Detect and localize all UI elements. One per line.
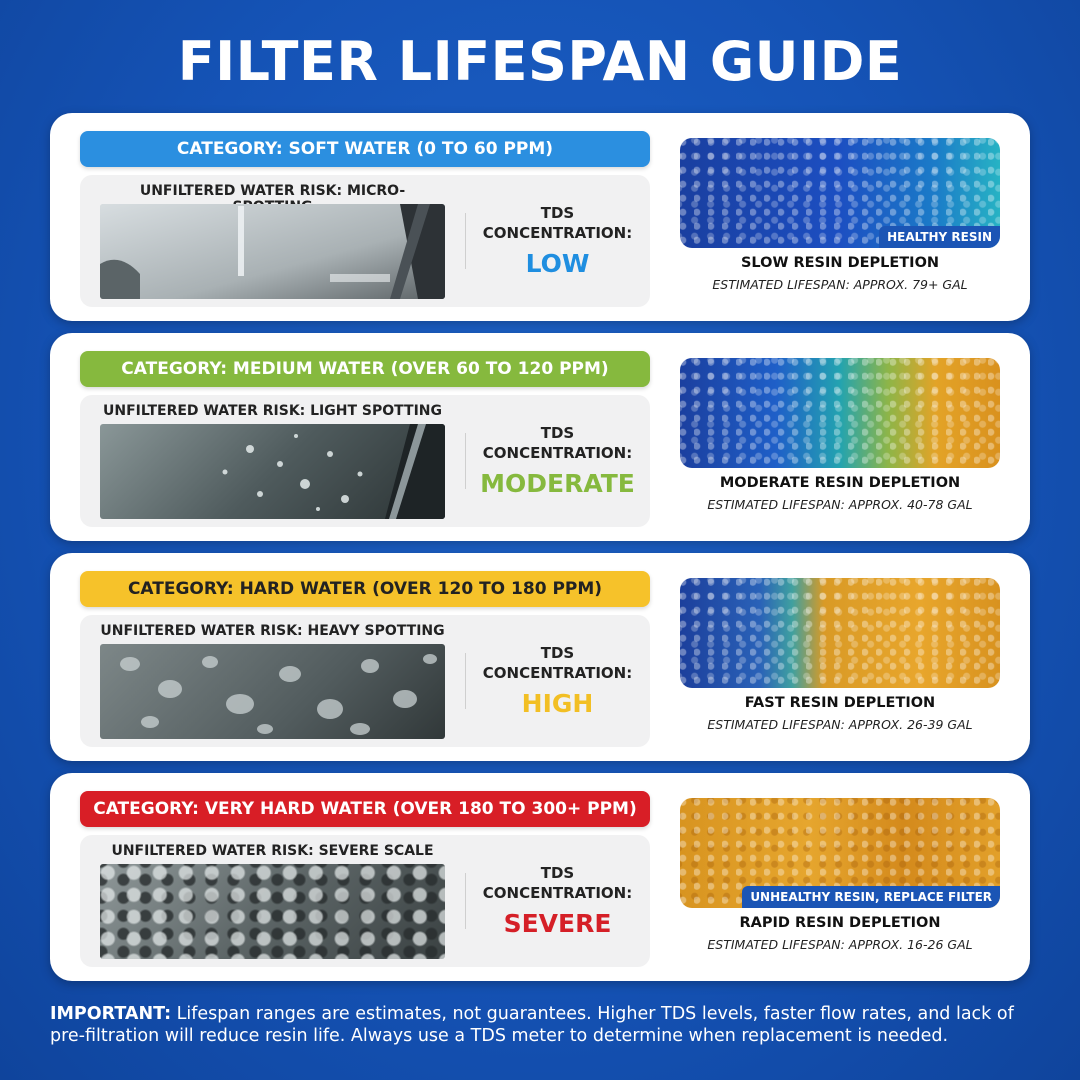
- risk-panel: [80, 835, 650, 967]
- divider: [465, 653, 466, 709]
- resin-image-moderate: [680, 358, 1000, 468]
- severe-scale-photo: [100, 864, 445, 959]
- depletion-label: SLOW RESIN DEPLETION: [740, 255, 940, 271]
- resin-badge: UNHEALTHY RESIN, REPLACE FILTER: [742, 886, 1000, 908]
- heavy-spotting-photo: [100, 644, 445, 739]
- resin-image-unhealthy: [680, 798, 1000, 908]
- risk-label: UNFILTERED WATER RISK: MICRO-: [139, 183, 406, 199]
- lifespan-estimate: ESTIMATED LIFESPAN: APPROX. 16-26 GAL: [707, 937, 973, 952]
- depletion-label: MODERATE RESIN DEPLETION: [719, 475, 961, 491]
- category-bar: CATEGORY: SOFT WATER (0 TO 60 PPM): [80, 131, 650, 167]
- card-medium-water: [50, 333, 1030, 541]
- tds-level: MODERATE: [480, 469, 635, 498]
- tds-level: LOW: [525, 249, 590, 278]
- footer-important-label: IMPORTANT:: [50, 1004, 172, 1024]
- footer-note: [50, 1003, 1035, 1047]
- tds-level: SEVERE: [503, 909, 612, 938]
- tds-level: HIGH: [521, 689, 594, 718]
- lifespan-estimate: ESTIMATED LIFESPAN: APPROX. 40-78 GAL: [707, 497, 973, 512]
- tds-label: TDS CONCENTRATION:: [482, 864, 633, 902]
- divider: [465, 433, 466, 489]
- light-spotting-photo: [100, 424, 445, 519]
- lifespan-estimate: ESTIMATED LIFESPAN: APPROX. 26-39 GAL: [707, 717, 973, 732]
- resin-badge: HEALTHY RESIN: [879, 226, 1000, 248]
- tds-label: TDS CONCENTRATION:: [482, 644, 633, 682]
- depletion-label: FAST RESIN DEPLETION: [744, 695, 936, 711]
- category-bar: CATEGORY: MEDIUM WATER (OVER 60 TO 120 PPM): [80, 351, 650, 387]
- footer-text: Lifespan ranges are estimates, not guarantees. Higher TDS levels, faster flow rates, and lack of pre-filtration will reduce resin life. Always use a TDS meter to determine when replacement is needed.: [50, 1004, 1014, 1046]
- card-very-hard-water: [50, 773, 1030, 981]
- risk-panel: [80, 615, 650, 747]
- micro-spotting-photo: [100, 204, 445, 299]
- resin-image-fast: [680, 578, 1000, 688]
- risk-panel: [80, 175, 650, 307]
- resin-image-healthy: [680, 138, 1000, 248]
- card-soft-water: [50, 113, 1030, 321]
- tds-label: TDS CONCENTRATION:: [482, 204, 633, 242]
- card-hard-water: [50, 553, 1030, 761]
- tds-label: TDS CONCENTRATION:: [482, 424, 633, 462]
- depletion-label: RAPID RESIN DEPLETION: [739, 915, 941, 931]
- risk-label: UNFILTERED WATER RISK: HEAVY SPOTTING: [100, 623, 445, 639]
- divider: [465, 213, 466, 269]
- category-bar: CATEGORY: VERY HARD WATER (OVER 180 TO 300+ PPM): [80, 791, 650, 827]
- category-bar: CATEGORY: HARD WATER (OVER 120 TO 180 PPM): [80, 571, 650, 607]
- divider: [465, 873, 466, 929]
- risk-label: UNFILTERED WATER RISK: LIGHT SPOTTING: [103, 403, 442, 419]
- page-title: FILTER LIFESPAN GUIDE: [177, 30, 903, 93]
- risk-label: UNFILTERED WATER RISK: SEVERE SCALE: [111, 843, 434, 859]
- risk-panel: [80, 395, 650, 527]
- lifespan-estimate: ESTIMATED LIFESPAN: APPROX. 79+ GAL: [712, 277, 968, 292]
